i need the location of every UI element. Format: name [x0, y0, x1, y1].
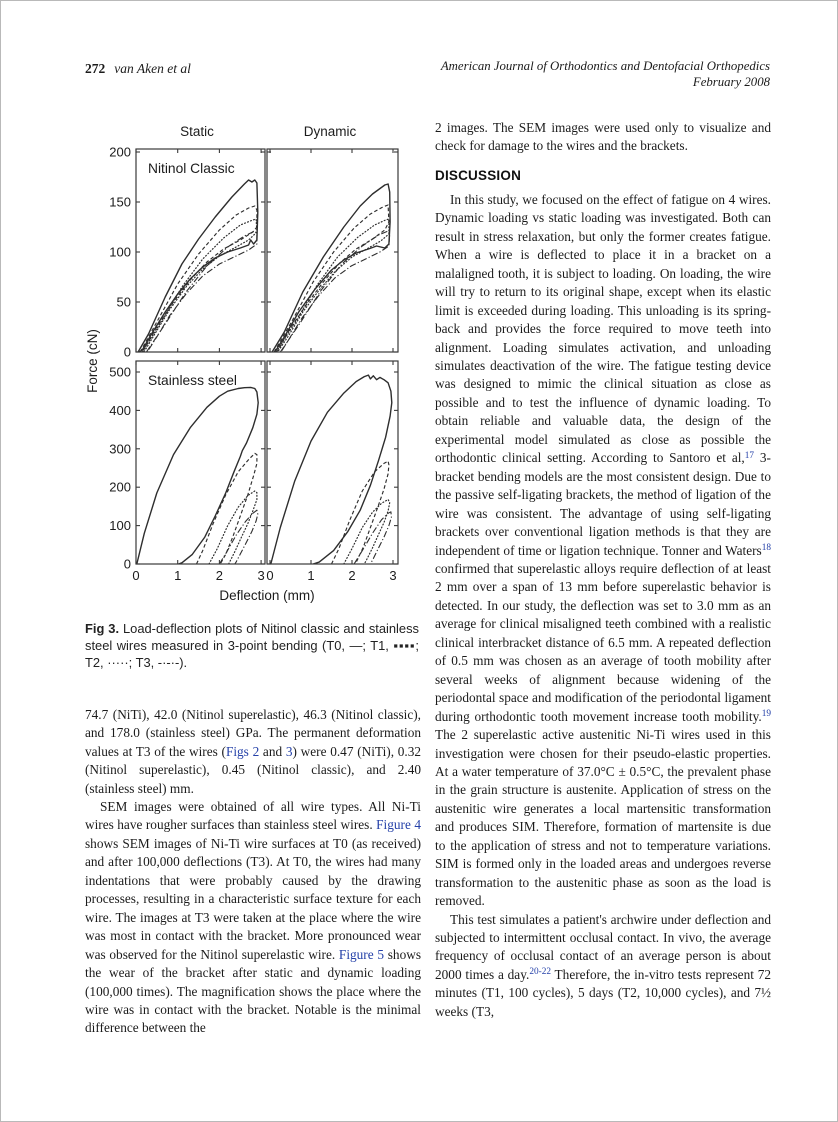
running-header-right — [441, 59, 770, 90]
y-tick-label: 0 — [123, 556, 131, 572]
y-tick-label: 50 — [116, 294, 131, 310]
text-run: confirmed that superelastic alloys require deflection of at least 2 mm over a span of 13 mm before superelastic behavior is detected. In our study, the deflection was set to 3.0 mm as an average for clinical misaligned teeth combined with a realistic clinical interbracket distance of 6.5 mm. A repeated deflection of 0.5 mm was chosen as an average of tooth mobility after several weeks of alignment because widening of the periodontal space and modification of the periodontal ligament during orthodontic tooth movement increase tooth mobility. — [435, 560, 771, 724]
series-T0 — [272, 184, 390, 352]
text-run: and — [259, 743, 286, 759]
text-run: In this study, we focused on the effect of fatigue on 4 wires. Dynamic loading vs static loading was investigated. Both can result in stress relaxation, but only the former creates fatigue. When a wire is deflected to place it in a bracket on a malaligned tooth, it is subject to loading. On loading, the wire will try to return to its original shape, except when its elastic limit is exceeded during loading. This unloading is its spring-back and provides the force required to move teeth into alignment. Loading simulates activation, and unloading simulates deactivation of the wire. The fatigue testing device was designed to mimic the clinical situation as close as possible and to test the influence of dynamic loading. To obtain reliable and valuable data, the design of the experimental model simulated as close as possible the orthodontic clinical setting. According to Santoro et al, — [435, 191, 771, 466]
text-run: This test simulates a patient's archwire under deflection and subjected to intermittent occlusal contact. In vivo, the average frequency of occlusal contact of an average person is about 2000 times a day. — [435, 911, 771, 982]
series-group — [138, 180, 258, 352]
y-tick-label: 100 — [109, 244, 131, 260]
y-axis-label: Force (cN) — [85, 329, 100, 393]
series-T2 — [209, 491, 257, 564]
page-number: 272 — [85, 61, 106, 76]
paragraph — [85, 798, 421, 1038]
left-column — [85, 119, 421, 1038]
text-run: ) were 0.47 (NiTi), 0.32 (Nitinol superelastic), 0.45 (Nitinol classic), and 2.40 (stainless steel) mm. — [85, 743, 421, 796]
running-header-left — [85, 61, 191, 77]
figure-link[interactable]: 3 — [285, 743, 293, 759]
series-T0 — [137, 387, 258, 564]
column-title-static: Static — [180, 124, 214, 139]
y-tick-label: 200 — [109, 479, 131, 495]
column-title-dynamic: Dynamic — [303, 124, 357, 139]
series-T1 — [197, 453, 257, 564]
paragraph — [85, 706, 421, 798]
text-run: The 2 superelastic active austenitic Ni-Ti wires used in this investigation were chosen for their pseudo-elastic properties. At a water temperature of 37.0°C ± 0.5°C, the prevalent phase in the grain structure is austenite. Application of stress on the austenitic wire generates a local martensitic transformation and produces SIM. Therefore, formation of martensite is due to the application of stress and not to temperature variations. SIM is formed only in the loaded areas and undergoes reverse transformation to the austenitic phase as soon as the load is removed. — [435, 727, 771, 909]
series-T1 — [274, 205, 389, 352]
running-authors: van Aken et al — [114, 61, 191, 76]
figure-link[interactable]: Figure 5 — [338, 946, 385, 962]
citation-link[interactable]: 17 — [744, 450, 755, 461]
paragraph — [435, 119, 771, 156]
section-heading-discussion: DISCUSSION — [435, 167, 522, 183]
left-column-text — [85, 706, 421, 1038]
panel-frame — [136, 361, 265, 564]
series-group — [137, 387, 258, 564]
right-column-text-top — [435, 119, 771, 156]
journal-name: American Journal of Orthodontics and Dentofacial Orthopedics — [440, 59, 770, 73]
x-tick-label: 1 — [307, 568, 315, 583]
x-tick-label: 2 — [348, 568, 356, 583]
figure-link[interactable]: Figure 4 — [376, 817, 421, 833]
panel-label: Nitinol Classic — [148, 161, 235, 176]
text-run: Fig 3. — [85, 621, 120, 636]
series-T3 — [280, 231, 389, 352]
text-run: SEM images were obtained of all wire types. All Ni-Ti wires have rougher surfaces than stainless steel wires. — [85, 798, 421, 833]
paragraph — [435, 911, 771, 1022]
x-tick-label: 0 — [132, 568, 140, 583]
citation-link[interactable]: 19 — [761, 709, 771, 720]
x-tick-label: 1 — [174, 568, 182, 583]
text-run: 74.7 (NiTi), 42.0 (Nitinol superelastic), 46.3 (Nitinol classic), and 178.0 (stainless steel) GPa. The permanent deformation values at T3 of the wires ( — [85, 706, 421, 759]
y-tick-label: 500 — [109, 364, 131, 380]
figure-caption — [85, 621, 419, 672]
series-group — [272, 184, 390, 352]
text-run: 2 images. The SEM images were used only to visualize and check for damage to the wires and the brackets. — [435, 120, 771, 154]
citation-link[interactable]: 18 — [761, 543, 771, 554]
panel-frame — [136, 149, 265, 352]
series-T1 — [332, 461, 389, 564]
panel-label: Stainless steel — [148, 373, 237, 388]
panel-frame — [267, 149, 398, 352]
right-column-text — [435, 191, 771, 1021]
y-tick-label: 0 — [123, 344, 131, 360]
x-tick-label: 3 — [389, 568, 397, 583]
text-run: Therefore, the in-vitro tests represent 72 minutes (T1, 100 cycles), 5 days (T2, 10,000 cycles), and 7½ weeks (T3, — [435, 966, 771, 1019]
text-run: Load-deflection plots of Nitinol classic and stainless steel wires measured in 3-point bending (T0, —; T1, ▪▪▪▪; T2, ·····; T3, -·-·-). — [85, 621, 419, 670]
y-tick-label: 300 — [109, 441, 131, 457]
x-axis-label: Deflection (mm) — [219, 588, 315, 603]
y-tick-label: 100 — [109, 518, 131, 534]
issue-date: February 2008 — [692, 74, 770, 89]
y-tick-label: 200 — [109, 144, 131, 160]
text-run: shows SEM images of Ni-Ti wire surfaces at T0 (as received) and after 100,000 deflections (T3). At T0, the wires had many indentations that were probably caused by the drawing processes, resulting in a characteristic surface texture for each wire. The images at T3 were taken at the place where the wire was most in contact with the bracket. More pronounced wear was observed for the Nitinol superelastic wire. — [85, 835, 421, 962]
figure-3 — [85, 119, 421, 672]
y-tick-label: 400 — [109, 402, 131, 418]
right-column — [435, 119, 771, 1021]
citation-link[interactable]: 20-22 — [529, 967, 552, 978]
paragraph — [435, 191, 771, 911]
series-T0 — [271, 375, 392, 564]
series-T3 — [146, 231, 257, 352]
y-tick-label: 150 — [109, 194, 131, 210]
figure-link[interactable]: Figs 2 — [225, 743, 260, 759]
text-run: 3-bracket bending models are the most consistent design. Due to the passive self-ligating brackets, the method of ligation of the wire was consistent. The advantage of using self-ligating brackets over conventional ligation methods is that they are independent of time or ligation technique. Tonner and Waters — [435, 450, 771, 558]
text-run: shows the wear of the bracket after static and dynamic loading (100,000 times). The magnification shows the place where the wire was in contact with the bracket. Notable is the minimal difference between the — [85, 946, 421, 1036]
series-group — [271, 375, 392, 564]
x-tick-label: 0 — [266, 568, 274, 583]
series-T2 — [344, 500, 390, 565]
x-tick-label: 3 — [257, 568, 265, 583]
x-tick-label: 2 — [215, 568, 224, 583]
fig3-load-deflection-chart — [85, 119, 419, 611]
